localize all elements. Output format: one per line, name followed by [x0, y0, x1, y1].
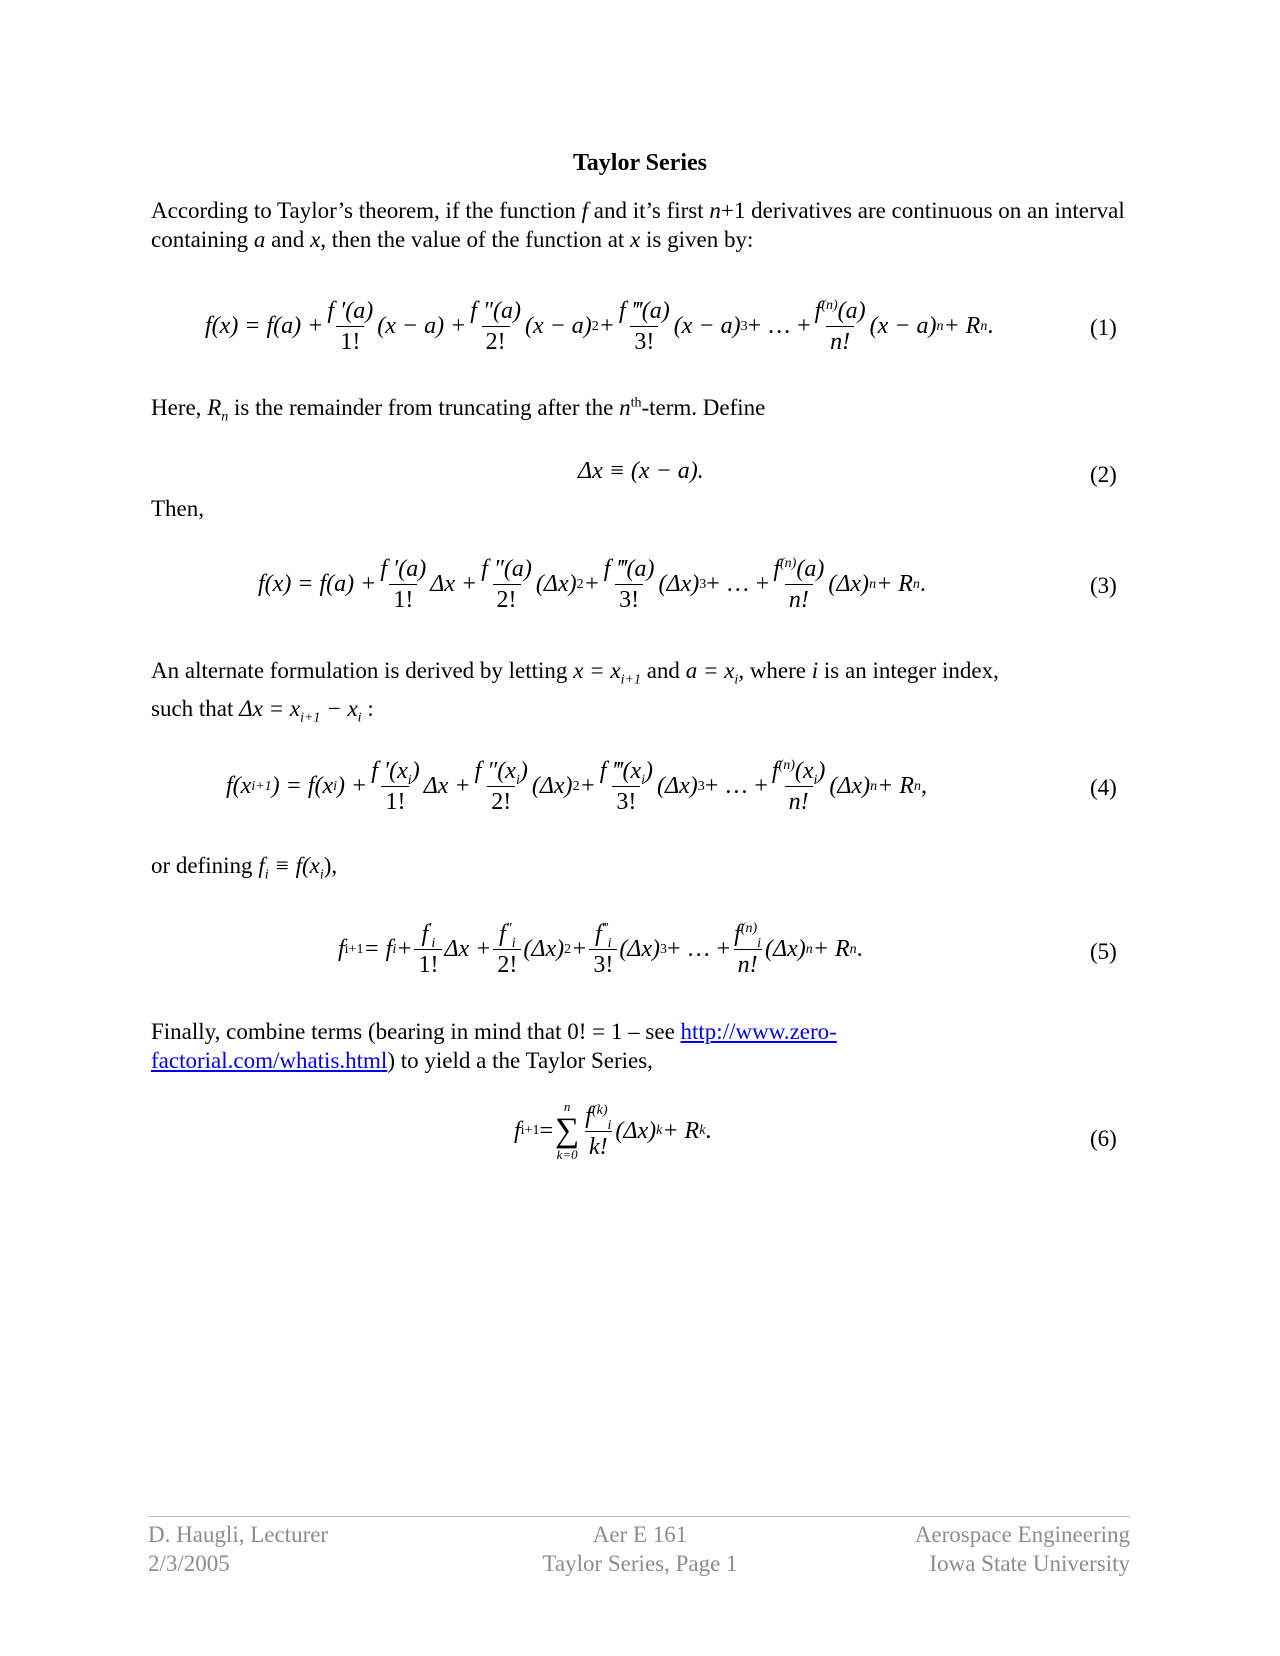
- equation-1: f(x) = f(a) + $\frac{f '(a)}{1!}$ (x − a) + $\frac{f ''(a)}{2!}$ (x − a) 2 + $\frac{f ‴(a)}{3!}$ (x − a) 3 + … + $\frac{f^{(n)}(a)}{n!}$ (x − a) n + R n .: [205, 298, 994, 355]
- equation-number: (5): [1090, 939, 1117, 964]
- eq-text: +: [583, 571, 600, 597]
- denominator: 3!: [589, 949, 617, 978]
- eq-text: f(x: [226, 773, 252, 799]
- subscript: i: [357, 710, 362, 726]
- para-var: R: [207, 395, 222, 420]
- or-defining-text: [151, 851, 1131, 883]
- eq-text: f: [338, 936, 345, 962]
- eq-text: f: [595, 921, 602, 947]
- numerator: f ‴(a): [603, 556, 655, 582]
- para-math: Δx = x: [239, 696, 301, 721]
- eq-text: + R: [943, 313, 981, 339]
- eq-text: =: [539, 1117, 554, 1144]
- eq-text: f: [499, 921, 506, 947]
- exponent: (n): [780, 556, 797, 571]
- eq-text: f ″(x: [474, 758, 516, 784]
- subscript: i: [607, 1117, 612, 1133]
- prime: ′: [428, 921, 432, 936]
- intro-paragraph: [151, 196, 1131, 254]
- sigma-symbol: ∑: [555, 1112, 580, 1149]
- numerator: [420, 921, 438, 949]
- remainder-paragraph: [151, 393, 1131, 425]
- eq-text: f: [771, 758, 779, 784]
- fraction: [602, 556, 657, 613]
- exponent: (k): [591, 1102, 608, 1118]
- footer-university: Iowa State University: [929, 1551, 1130, 1576]
- fraction: [479, 556, 534, 613]
- numerator: [593, 921, 613, 949]
- footer-page: Taylor Series, Page 1: [542, 1551, 738, 1576]
- denominator: 1!: [414, 949, 442, 978]
- intro-var: a: [253, 227, 266, 252]
- equation-number: (3): [1090, 573, 1117, 598]
- eq-text: f ′(x: [371, 758, 408, 784]
- eq-text: (Δx): [658, 571, 700, 597]
- fraction: [493, 921, 521, 978]
- eq-text: ) = f(x: [271, 773, 334, 799]
- eq-text: (Δx): [829, 773, 871, 799]
- eq-text: +: [571, 936, 588, 962]
- eq-text: f(x) = f(a) +: [205, 313, 324, 339]
- eq-text: + R: [812, 936, 850, 962]
- denominator: n!: [826, 326, 854, 355]
- eq-text: ,: [921, 773, 927, 799]
- eq-text: + R: [662, 1117, 700, 1144]
- prime: ‴: [601, 921, 608, 936]
- superscript: th: [630, 395, 642, 411]
- intro-text: +1 derivatives are continuous on an interval containing: [151, 198, 1125, 252]
- fraction: [583, 1103, 613, 1160]
- numerator: [369, 758, 421, 786]
- intro-text: and it’s first: [588, 198, 710, 223]
- equation-3: f(x) = f(a) + $\frac{f '(a)}{1!}$ Δx + $\frac{f ''(a)}{2!}$ (Δx) 2 + $\frac{f ‴(a)}{3!}$ (Δx) 3 + … + $\frac{f^{(n)}(a)}{n!}$ (Δx) n + R n .: [258, 556, 926, 613]
- finally-paragraph: [151, 1017, 911, 1075]
- para-text: An alternate formulation is derived by letting: [151, 658, 574, 683]
- intro-text: , then the value of the function at: [320, 227, 631, 252]
- eq-text: (Δx): [523, 936, 565, 962]
- eq-text: (Δx): [535, 571, 577, 597]
- fraction: [473, 758, 530, 815]
- denominator: 2!: [493, 584, 521, 613]
- eq-text: (x − a): [673, 313, 741, 339]
- para-math: ≡ f(x: [268, 853, 320, 878]
- exponent: (n): [740, 921, 758, 936]
- alternate-paragraph: [151, 652, 1131, 728]
- numerator: [813, 298, 868, 326]
- eq-text: + … +: [704, 773, 768, 799]
- footer-divider: [148, 1516, 1130, 1517]
- prime: ″: [505, 921, 512, 936]
- fraction: [770, 758, 828, 815]
- footer-course: Aer E 161: [592, 1522, 688, 1547]
- subscript: i: [511, 935, 516, 951]
- denominator: 3!: [630, 326, 658, 355]
- eq-text: (Δx): [828, 571, 870, 597]
- equation-number: (2): [1090, 462, 1117, 487]
- para-var: f: [258, 853, 265, 878]
- eq-text: (Δx): [657, 773, 698, 799]
- eq-text: Δx +: [444, 936, 492, 962]
- subscript: i: [431, 935, 436, 951]
- para-text: :: [361, 696, 374, 721]
- numerator: f ′(a): [327, 298, 374, 324]
- eq-text: f(x) = f(a) +: [258, 571, 377, 597]
- para-text: such that: [151, 696, 240, 721]
- para-math: a = x: [685, 658, 735, 683]
- equation-5: f i+1 = f i + $\frac{f'_i}{1!}$ Δx + $\frac{f''_i}{2!}$ (Δx) 2 + $\frac{f^‴_i}{3!}$ (Δx) 3 + … + $\frac{f^{(n)}_i}{n!}$ (Δx) n + R n .: [338, 921, 863, 978]
- fraction: [325, 298, 375, 355]
- numerator: [770, 758, 828, 786]
- equation-number: (6): [1090, 1126, 1117, 1151]
- eq-text: ): [411, 758, 420, 784]
- subscript: i: [264, 867, 269, 883]
- fraction: [813, 298, 868, 355]
- para-text: ),: [323, 853, 338, 878]
- numerator: f ′(a): [380, 556, 427, 582]
- eq-text: ) +: [337, 773, 368, 799]
- denominator: 3!: [615, 584, 643, 613]
- denominator: n!: [785, 584, 813, 613]
- denominator: 3!: [612, 786, 640, 815]
- eq-text: .: [856, 936, 863, 962]
- eq-text: (x − a): [869, 313, 937, 339]
- eq-text: .: [705, 1117, 712, 1144]
- subscript: i: [515, 772, 520, 788]
- para-var: n: [619, 395, 631, 420]
- zero-factorial-link[interactable]: http://www.zero-factorial.com/whatis.html: [151, 1019, 837, 1073]
- numerator: [732, 921, 763, 949]
- para-text: , where: [738, 658, 812, 683]
- fraction: [598, 758, 655, 815]
- eq-text: (Δx): [619, 936, 661, 962]
- footer-date: 2/3/2005: [148, 1551, 230, 1576]
- eq-text: + R: [877, 773, 914, 799]
- eq-text: (x − a): [524, 313, 592, 339]
- subscript: i+1: [300, 710, 321, 726]
- para-text: or defining: [151, 853, 259, 878]
- fraction: [414, 921, 442, 978]
- eq-text: (Δx): [531, 773, 573, 799]
- denominator: 1!: [381, 786, 409, 815]
- eq-text: f: [585, 1102, 592, 1129]
- eq-text: Δx +: [423, 773, 471, 799]
- subscript: n: [221, 409, 229, 425]
- subscript: i: [641, 772, 646, 788]
- para-text: -term. Define: [641, 395, 766, 420]
- sum-lower-limit: k=0: [556, 1147, 578, 1162]
- denominator: 2!: [487, 786, 515, 815]
- exponent: (n): [778, 758, 795, 773]
- equation-6: f i+1 = n ∑ k=0 $\frac{f^{(k)}_i}{k!}$ (Δx) k + R k .: [514, 1099, 712, 1162]
- equation-2: [578, 458, 704, 485]
- intro-text: According to Taylor’s theorem, if the function: [151, 198, 582, 223]
- numerator: [497, 921, 517, 949]
- intro-text: is given by:: [640, 227, 754, 252]
- footer-right: [780, 1520, 1130, 1578]
- fraction: [617, 298, 672, 355]
- para-text: Finally, combine terms (bearing in mind that: [151, 1019, 568, 1044]
- eq-text: f: [514, 1117, 521, 1144]
- subscript: i: [607, 935, 612, 951]
- denominator: 2!: [493, 949, 521, 978]
- eq-text: = f: [363, 936, 393, 962]
- eq-text: + … +: [747, 313, 811, 339]
- numerator: f ‴(a): [619, 298, 670, 324]
- page-title: Taylor Series: [572, 150, 707, 176]
- denominator: n!: [734, 949, 762, 978]
- eq-text: +: [396, 936, 413, 962]
- eq-text: (a): [837, 298, 866, 324]
- para-var: i: [811, 658, 819, 683]
- eq-text: (x − a) +: [377, 313, 467, 339]
- then-text: Then,: [151, 496, 205, 521]
- para-math: − x: [320, 696, 358, 721]
- footer-left: [148, 1520, 328, 1578]
- intro-var: f: [581, 198, 588, 223]
- subscript: i+1: [620, 672, 641, 688]
- eq-text: + … +: [667, 936, 731, 962]
- summation: [555, 1100, 579, 1162]
- eq-text: ): [519, 758, 528, 784]
- fraction: [468, 298, 523, 355]
- equation-number: (4): [1090, 775, 1117, 800]
- numerator: [771, 556, 826, 584]
- eq-text: f ‴(x: [599, 758, 642, 784]
- eq-text: f: [734, 921, 741, 947]
- eq-text: (a): [796, 556, 825, 582]
- denominator: n!: [785, 786, 813, 815]
- eq-text: Δx +: [430, 571, 478, 597]
- numerator: f ″(a): [470, 298, 521, 324]
- subscript: i: [757, 935, 762, 951]
- eq-text: (x: [794, 758, 814, 784]
- eq-text: (Δx): [615, 1117, 657, 1144]
- subscript: i: [813, 772, 818, 788]
- numerator: [473, 758, 530, 786]
- eq-text: +: [598, 313, 615, 339]
- eq-text: Δx ≡ (x − a).: [578, 458, 704, 484]
- eq-text: + … +: [706, 571, 770, 597]
- para-math: 0! = 1: [567, 1019, 623, 1044]
- denominator: 1!: [389, 584, 417, 613]
- fraction: [378, 556, 428, 613]
- exponent: (n): [821, 298, 838, 313]
- para-text: and: [640, 658, 686, 683]
- fraction: [732, 921, 763, 978]
- eq-text: (Δx): [765, 936, 806, 962]
- equation-number: (1): [1090, 315, 1117, 340]
- denominator: 2!: [482, 326, 510, 355]
- denominator: 1!: [336, 326, 364, 355]
- fraction: [369, 758, 421, 815]
- eq-text: f: [773, 556, 781, 582]
- intro-var: x: [310, 227, 321, 252]
- intro-text: and: [265, 227, 311, 252]
- para-text: Here,: [151, 395, 208, 420]
- para-text: ) to yield a the Taylor Series,: [387, 1048, 653, 1073]
- para-text: is the remainder from truncating after the: [228, 395, 620, 420]
- eq-text: ): [645, 758, 654, 784]
- eq-text: + R: [876, 571, 913, 597]
- eq-text: .: [919, 571, 926, 597]
- fraction: [589, 921, 617, 978]
- numerator: [583, 1103, 613, 1131]
- subscript: i: [319, 867, 324, 883]
- denominator: k!: [585, 1131, 612, 1160]
- para-text: is an integer index,: [818, 658, 999, 683]
- footer-department: Aerospace Engineering: [914, 1522, 1130, 1547]
- sum-upper-limit: n: [563, 1099, 571, 1114]
- equation-4: f(x i+1 ) = f(x i ) + $\frac{f '(x_i)}{1!}$ Δx + $\frac{f ''(x_i)}{2!}$ (Δx) 2 + $\frac{f ‴(x_i)}{3!}$ (Δx) 3 + … + $\frac{f^{(n)}(x_i)}{n!}$ (Δx) n + R n ,: [226, 758, 927, 815]
- eq-text: ): [817, 758, 826, 784]
- intro-var: x: [630, 227, 641, 252]
- subscript: i: [407, 772, 412, 788]
- para-text: – see: [622, 1019, 681, 1044]
- numerator: [598, 758, 655, 786]
- intro-var: n: [709, 198, 721, 223]
- para-math: x = x: [573, 658, 621, 683]
- footer-author: D. Haugli, Lecturer: [148, 1522, 329, 1547]
- eq-text: f: [814, 298, 822, 324]
- subscript: i: [734, 672, 739, 688]
- eq-text: .: [987, 313, 994, 339]
- fraction: [771, 556, 826, 613]
- eq-text: +: [579, 773, 596, 799]
- eq-text: f: [421, 921, 429, 947]
- numerator: f ″(a): [481, 556, 532, 582]
